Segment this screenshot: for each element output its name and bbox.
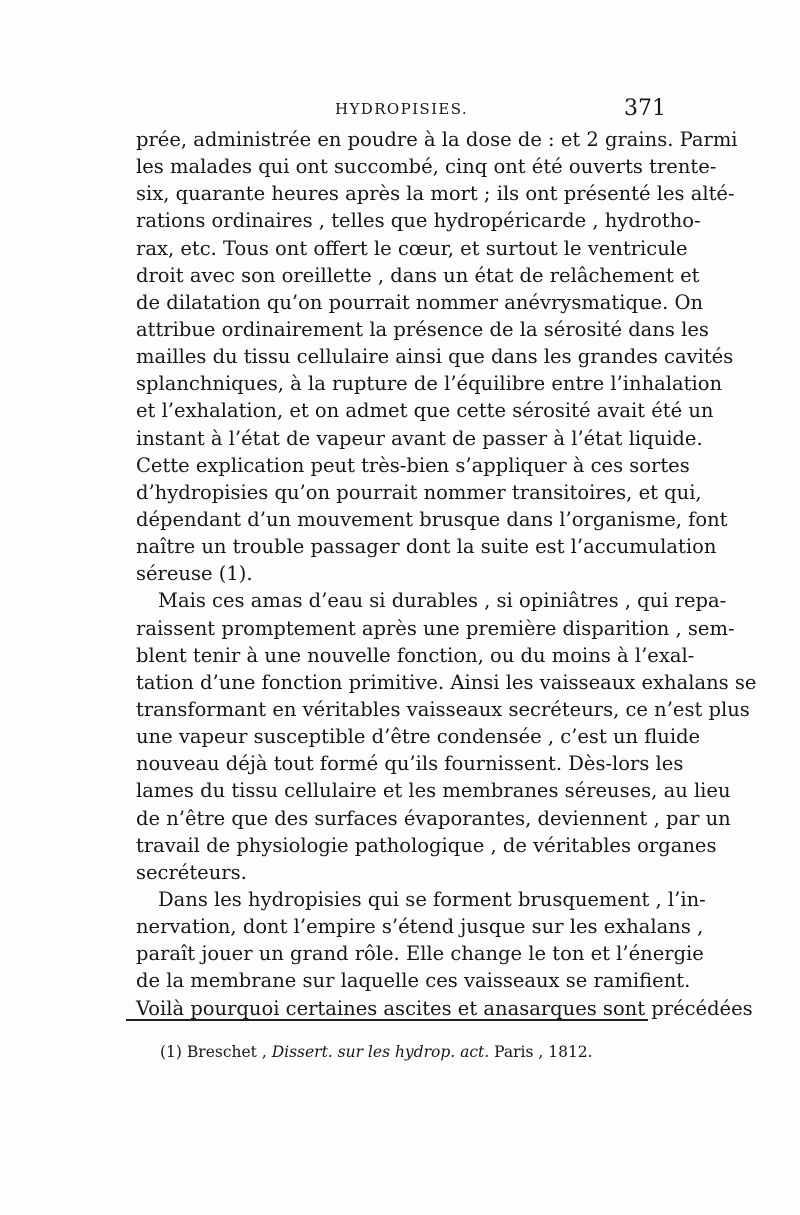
paragraph-start-line: Dans les hydropisies qui se forment brusquement , l’in- [158, 887, 706, 911]
text-line: attribue ordinairement la présence de la sérosité dans les [136, 317, 709, 341]
text-line: splanchniques, à la rupture de l’équilibre entre l’inhalation [136, 372, 723, 396]
text-line: droit avec son oreillette , dans un état de relâchement et [136, 263, 700, 287]
text-line: Voilà pourquoi certaines ascites et anasarques sont précédées [136, 996, 753, 1020]
footnote-title: Dissert. sur les hydrop. act. [271, 1043, 490, 1061]
page-number: 371 [624, 96, 666, 121]
text-line: de la membrane sur laquelle ces vaisseaux se ramifient. [136, 969, 691, 993]
paragraph-end-line: secréteurs. [136, 860, 247, 884]
footnote-place-date: Paris , 1812. [494, 1043, 593, 1061]
running-head [130, 96, 668, 126]
text-line: les malades qui ont succombé, cinq ont été ouverts trente- [136, 155, 717, 179]
text-line: raissent promptement après une première disparition , sem- [136, 616, 735, 640]
text-line: instant à l’état de vapeur avant de passer à l’état liquide. [136, 426, 703, 450]
text-line: de dilatation qu’on pourrait nommer anévrysmatique. On [136, 290, 704, 314]
text-line: transformant en véritables vaisseaux secréteurs, ce n’est plus [136, 697, 750, 721]
text-line: blent tenir à une nouvelle fonction, ou du moins à l’exal- [136, 643, 695, 667]
footnote-rule [126, 1019, 648, 1021]
footnote-author: Breschet , [186, 1043, 267, 1061]
text-line: nouveau déjà tout formé qu’ils fournissent. Dès-lors les [136, 752, 684, 776]
text-line: dépendant d’un mouvement brusque dans l’organisme, font [136, 507, 728, 531]
text-line: une vapeur susceptible d’être condensée , c’est un fluide [136, 725, 701, 749]
text-line: de n’être que des surfaces évaporantes, deviennent , par un [136, 806, 731, 830]
text-line: Cette explication peut très-bien s’appliquer à ces sortes [136, 453, 690, 477]
text-line: tation d’une fonction primitive. Ainsi les vaisseaux exhalans se [136, 670, 757, 694]
running-title: HYDROPISIES. [335, 100, 469, 118]
text-line: et l’exhalation, et on admet que cette sérosité avait été un [136, 399, 714, 423]
text-line: travail de physiologie pathologique , de véritables organes [136, 833, 717, 857]
text-line: rations ordinaires , telles que hydropéricarde , hydrotho- [136, 209, 701, 233]
text-line: d’hydropisies qu’on pourrait nommer transitoires, et qui, [136, 480, 702, 504]
text-line: six, quarante heures après la mort ; ils ont présenté les alté- [136, 182, 735, 206]
text-line: rax, etc. Tous ont offert le cœur, et surtout le ventricule [136, 236, 688, 260]
footnote-marker: (1) [160, 1043, 182, 1061]
text-line: mailles du tissu cellulaire ainsi que dans les grandes cavités [136, 345, 734, 369]
body-text [136, 126, 757, 1022]
paragraph-start-line: Mais ces amas d’eau si durables , si opiniâtres , qui repa- [158, 589, 727, 613]
text-line: nervation, dont l’empire s’étend jusque sur les exhalans , [136, 915, 704, 939]
text-line: prée, administrée en poudre à la dose de : et 2 grains. Parmi [136, 128, 738, 151]
text-line: lames du tissu cellulaire et les membranes séreuses, au lieu [136, 779, 731, 803]
footnote [160, 1043, 593, 1061]
paragraph-end-line: séreuse (1). [136, 562, 253, 586]
text-line: naître un trouble passager dont la suite est l’accumulation [136, 535, 717, 559]
text-line: paraît jouer un grand rôle. Elle change le ton et l’énergie [136, 942, 704, 966]
